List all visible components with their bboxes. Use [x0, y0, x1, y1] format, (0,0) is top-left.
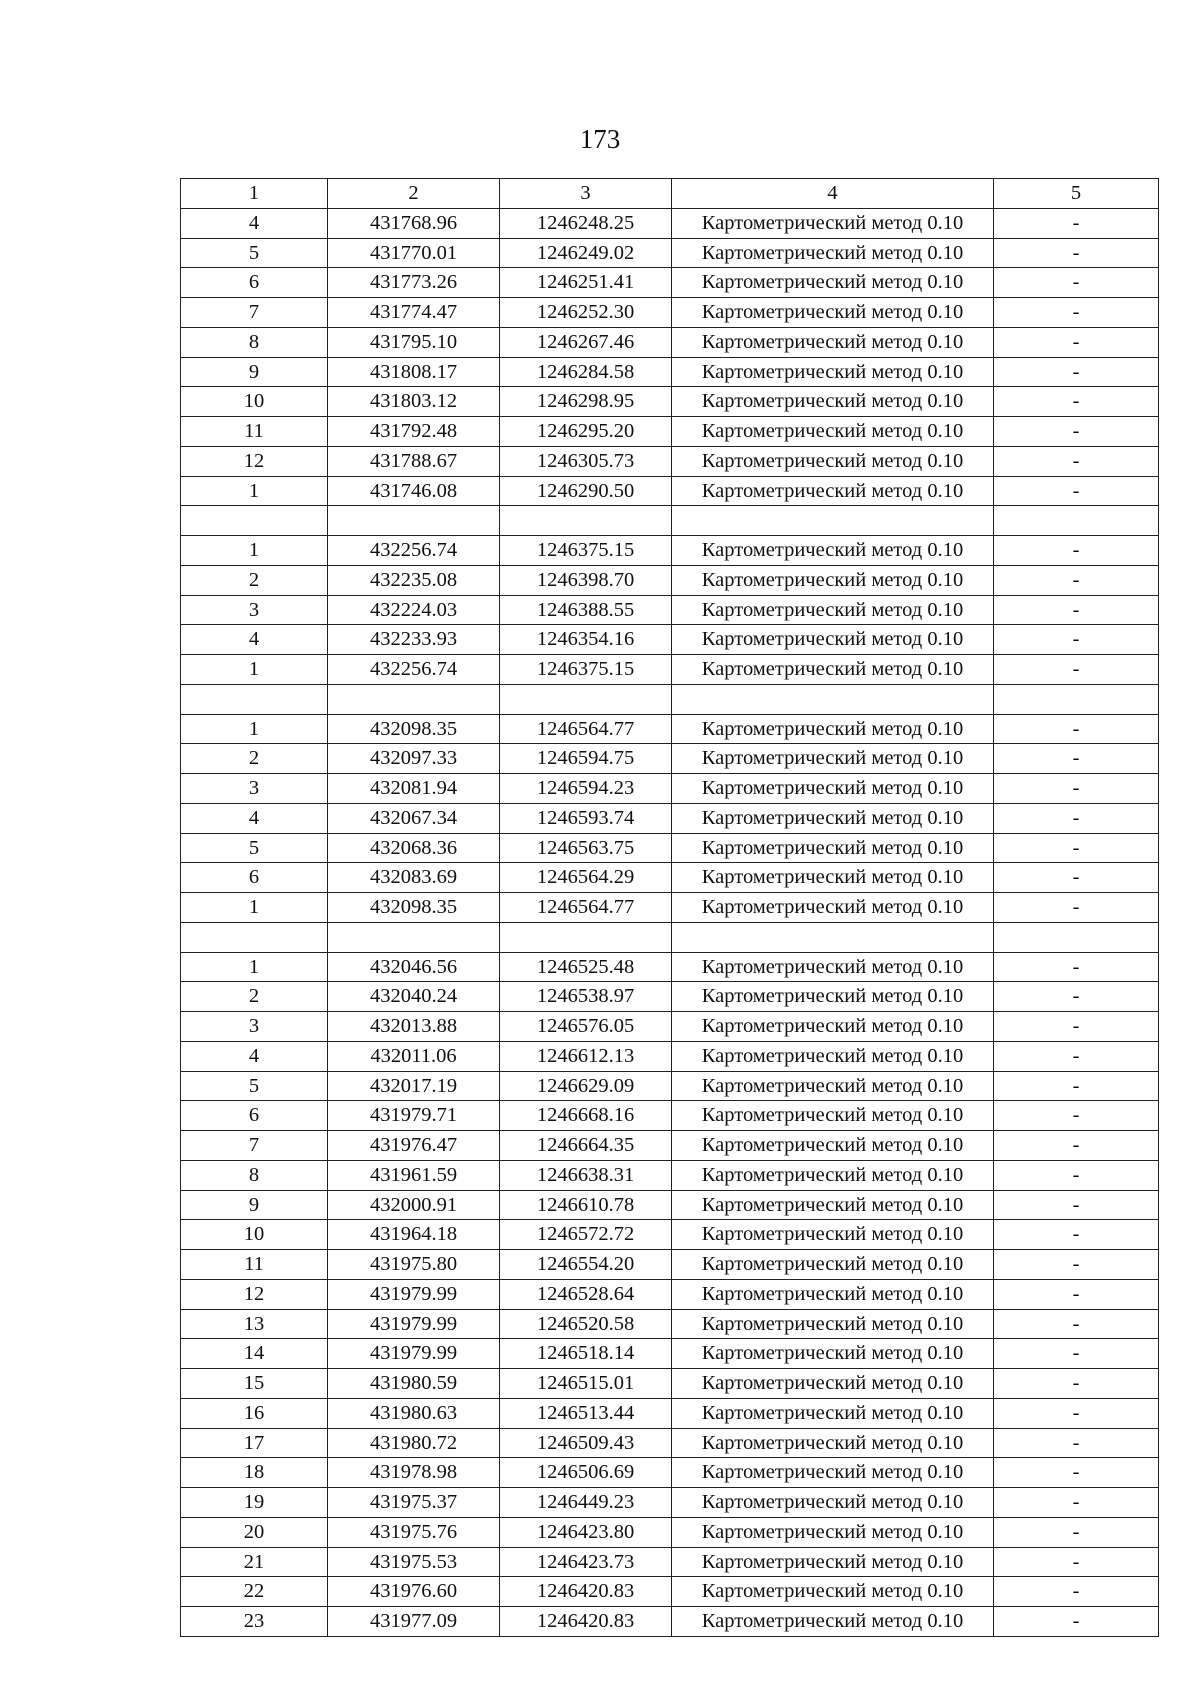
- y-coordinate-cell: 1246593.74: [500, 803, 672, 833]
- y-coordinate-cell: 1246267.46: [500, 327, 672, 357]
- point-number-cell: 1: [181, 893, 328, 923]
- point-number-cell: 10: [181, 1220, 328, 1250]
- y-coordinate-cell: 1246375.15: [500, 536, 672, 566]
- table-row: [181, 1309, 1159, 1339]
- point-number-cell: 21: [181, 1547, 328, 1577]
- note-cell: -: [994, 1309, 1159, 1339]
- method-cell: Картометрический метод 0.10: [672, 1012, 994, 1042]
- method-cell: Картометрический метод 0.10: [672, 1220, 994, 1250]
- note-cell: -: [994, 1101, 1159, 1131]
- method-cell: Картометрический метод 0.10: [672, 1339, 994, 1369]
- table-row: [181, 1012, 1159, 1042]
- note-cell: -: [994, 1131, 1159, 1161]
- x-coordinate-cell: 432256.74: [328, 536, 500, 566]
- point-number-cell: 13: [181, 1309, 328, 1339]
- y-coordinate-cell: 1246284.58: [500, 357, 672, 387]
- y-coordinate-cell: 1246664.35: [500, 1131, 672, 1161]
- x-coordinate-cell: 432081.94: [328, 774, 500, 804]
- point-number-cell: 7: [181, 298, 328, 328]
- method-cell: Картометрический метод 0.10: [672, 536, 994, 566]
- point-number-cell: 3: [181, 1012, 328, 1042]
- x-coordinate-cell: 432017.19: [328, 1071, 500, 1101]
- table-row: [181, 1101, 1159, 1131]
- point-number-cell: 1: [181, 952, 328, 982]
- note-cell: -: [994, 238, 1159, 268]
- x-coordinate-cell: 431979.99: [328, 1279, 500, 1309]
- x-coordinate-cell: 432000.91: [328, 1190, 500, 1220]
- method-cell: Картометрический метод 0.10: [672, 1160, 994, 1190]
- method-cell: Картометрический метод 0.10: [672, 1101, 994, 1131]
- point-number-cell: 5: [181, 1071, 328, 1101]
- point-number-cell: [181, 922, 328, 952]
- x-coordinate-cell: 431746.08: [328, 476, 500, 506]
- point-number-cell: 4: [181, 803, 328, 833]
- x-coordinate-cell: 431980.59: [328, 1369, 500, 1399]
- note-cell: -: [994, 714, 1159, 744]
- note-cell: -: [994, 1458, 1159, 1488]
- method-cell: [672, 922, 994, 952]
- point-number-cell: 15: [181, 1369, 328, 1399]
- page-number: 173: [579, 124, 621, 154]
- method-cell: Картометрический метод 0.10: [672, 446, 994, 476]
- point-number-cell: 7: [181, 1131, 328, 1161]
- x-coordinate-cell: 432098.35: [328, 714, 500, 744]
- table-separator-row: [181, 506, 1159, 536]
- method-cell: Картометрический метод 0.10: [672, 655, 994, 685]
- table-row: [181, 1220, 1159, 1250]
- y-coordinate-cell: 1246295.20: [500, 417, 672, 447]
- note-cell: -: [994, 1517, 1159, 1547]
- point-number-cell: 6: [181, 863, 328, 893]
- point-number-cell: 3: [181, 774, 328, 804]
- x-coordinate-cell: 431980.72: [328, 1428, 500, 1458]
- y-coordinate-cell: 1246249.02: [500, 238, 672, 268]
- table-row: [181, 863, 1159, 893]
- table-separator-row: [181, 922, 1159, 952]
- table-header-row: [181, 179, 1159, 209]
- table-row: [181, 357, 1159, 387]
- table-row: [181, 595, 1159, 625]
- point-number-cell: 22: [181, 1577, 328, 1607]
- note-cell: -: [994, 893, 1159, 923]
- method-cell: Картометрический метод 0.10: [672, 893, 994, 923]
- y-coordinate-cell: 1246610.78: [500, 1190, 672, 1220]
- method-cell: Картометрический метод 0.10: [672, 268, 994, 298]
- table-row: [181, 387, 1159, 417]
- table-row: [181, 327, 1159, 357]
- point-number-cell: 18: [181, 1458, 328, 1488]
- y-coordinate-cell: 1246354.16: [500, 625, 672, 655]
- y-coordinate-cell: 1246594.75: [500, 744, 672, 774]
- y-coordinate-cell: 1246305.73: [500, 446, 672, 476]
- y-coordinate-cell: 1246388.55: [500, 595, 672, 625]
- y-coordinate-cell: 1246248.25: [500, 208, 672, 238]
- point-number-cell: 4: [181, 625, 328, 655]
- coordinates-table: [180, 178, 1159, 1637]
- x-coordinate-cell: 431979.71: [328, 1101, 500, 1131]
- table-row: [181, 446, 1159, 476]
- point-number-cell: 9: [181, 1190, 328, 1220]
- x-coordinate-cell: 431977.09: [328, 1607, 500, 1637]
- table-row: [181, 1071, 1159, 1101]
- column-header-2: 2: [328, 179, 500, 209]
- column-header-4: 4: [672, 179, 994, 209]
- x-coordinate-cell: 431773.26: [328, 268, 500, 298]
- note-cell: -: [994, 268, 1159, 298]
- table-row: [181, 655, 1159, 685]
- method-cell: Картометрический метод 0.10: [672, 387, 994, 417]
- x-coordinate-cell: 431980.63: [328, 1398, 500, 1428]
- y-coordinate-cell: 1246572.72: [500, 1220, 672, 1250]
- y-coordinate-cell: 1246564.77: [500, 893, 672, 923]
- note-cell: -: [994, 595, 1159, 625]
- column-header-3: 3: [500, 179, 672, 209]
- point-number-cell: 4: [181, 208, 328, 238]
- x-coordinate-cell: 432256.74: [328, 655, 500, 685]
- table-row: [181, 1517, 1159, 1547]
- y-coordinate-cell: 1246513.44: [500, 1398, 672, 1428]
- table-row: [181, 833, 1159, 863]
- method-cell: Картометрический метод 0.10: [672, 1577, 994, 1607]
- table-row: [181, 893, 1159, 923]
- method-cell: Картометрический метод 0.10: [672, 298, 994, 328]
- method-cell: [672, 506, 994, 536]
- table-row: [181, 1458, 1159, 1488]
- x-coordinate-cell: 432097.33: [328, 744, 500, 774]
- point-number-cell: 12: [181, 1279, 328, 1309]
- y-coordinate-cell: 1246554.20: [500, 1250, 672, 1280]
- y-coordinate-cell: 1246564.77: [500, 714, 672, 744]
- method-cell: Картометрический метод 0.10: [672, 952, 994, 982]
- point-number-cell: 10: [181, 387, 328, 417]
- note-cell: -: [994, 1041, 1159, 1071]
- table-row: [181, 417, 1159, 447]
- note-cell: -: [994, 446, 1159, 476]
- y-coordinate-cell: 1246564.29: [500, 863, 672, 893]
- method-cell: Картометрический метод 0.10: [672, 714, 994, 744]
- method-cell: Картометрический метод 0.10: [672, 357, 994, 387]
- note-cell: -: [994, 1577, 1159, 1607]
- note-cell: -: [994, 863, 1159, 893]
- method-cell: Картометрический метод 0.10: [672, 327, 994, 357]
- method-cell: Картометрический метод 0.10: [672, 1071, 994, 1101]
- point-number-cell: 19: [181, 1488, 328, 1518]
- table-body: [181, 208, 1159, 1636]
- method-cell: Картометрический метод 0.10: [672, 1279, 994, 1309]
- point-number-cell: 5: [181, 833, 328, 863]
- note-cell: -: [994, 982, 1159, 1012]
- table-row: [181, 238, 1159, 268]
- point-number-cell: 1: [181, 536, 328, 566]
- point-number-cell: 2: [181, 982, 328, 1012]
- note-cell: -: [994, 1190, 1159, 1220]
- note-cell: -: [994, 1071, 1159, 1101]
- table-row: [181, 1131, 1159, 1161]
- y-coordinate-cell: 1246520.58: [500, 1309, 672, 1339]
- method-cell: Картометрический метод 0.10: [672, 863, 994, 893]
- y-coordinate-cell: 1246449.23: [500, 1488, 672, 1518]
- x-coordinate-cell: [328, 684, 500, 714]
- note-cell: -: [994, 1250, 1159, 1280]
- method-cell: Картометрический метод 0.10: [672, 417, 994, 447]
- y-coordinate-cell: 1246375.15: [500, 655, 672, 685]
- note-cell: -: [994, 655, 1159, 685]
- note-cell: -: [994, 476, 1159, 506]
- method-cell: Картометрический метод 0.10: [672, 208, 994, 238]
- y-coordinate-cell: 1246638.31: [500, 1160, 672, 1190]
- y-coordinate-cell: 1246668.16: [500, 1101, 672, 1131]
- x-coordinate-cell: 432040.24: [328, 982, 500, 1012]
- point-number-cell: 6: [181, 1101, 328, 1131]
- x-coordinate-cell: [328, 922, 500, 952]
- method-cell: Картометрический метод 0.10: [672, 1131, 994, 1161]
- point-number-cell: 1: [181, 655, 328, 685]
- x-coordinate-cell: 431803.12: [328, 387, 500, 417]
- point-number-cell: 17: [181, 1428, 328, 1458]
- table-row: [181, 744, 1159, 774]
- point-number-cell: 11: [181, 1250, 328, 1280]
- note-cell: -: [994, 1398, 1159, 1428]
- note-cell: -: [994, 387, 1159, 417]
- table-row: [181, 268, 1159, 298]
- x-coordinate-cell: 431768.96: [328, 208, 500, 238]
- note-cell: -: [994, 536, 1159, 566]
- table-row: [181, 1369, 1159, 1399]
- x-coordinate-cell: 432067.34: [328, 803, 500, 833]
- y-coordinate-cell: 1246509.43: [500, 1428, 672, 1458]
- note-cell: -: [994, 1220, 1159, 1250]
- y-coordinate-cell: [500, 684, 672, 714]
- x-coordinate-cell: 431961.59: [328, 1160, 500, 1190]
- table-separator-row: [181, 684, 1159, 714]
- x-coordinate-cell: 432224.03: [328, 595, 500, 625]
- note-cell: -: [994, 1012, 1159, 1042]
- table-row: [181, 952, 1159, 982]
- y-coordinate-cell: 1246518.14: [500, 1339, 672, 1369]
- y-coordinate-cell: 1246576.05: [500, 1012, 672, 1042]
- x-coordinate-cell: 432235.08: [328, 565, 500, 595]
- y-coordinate-cell: 1246298.95: [500, 387, 672, 417]
- table-row: [181, 1190, 1159, 1220]
- column-header-5: 5: [994, 179, 1159, 209]
- table-row: [181, 476, 1159, 506]
- method-cell: Картометрический метод 0.10: [672, 238, 994, 268]
- table-row: [181, 1339, 1159, 1369]
- point-number-cell: 2: [181, 565, 328, 595]
- method-cell: Картометрический метод 0.10: [672, 565, 994, 595]
- note-cell: -: [994, 803, 1159, 833]
- point-number-cell: [181, 684, 328, 714]
- x-coordinate-cell: 431978.98: [328, 1458, 500, 1488]
- x-coordinate-cell: 432068.36: [328, 833, 500, 863]
- method-cell: Картометрический метод 0.10: [672, 1488, 994, 1518]
- x-coordinate-cell: 431964.18: [328, 1220, 500, 1250]
- table-row: [181, 1577, 1159, 1607]
- table-row: [181, 298, 1159, 328]
- table-row: [181, 1398, 1159, 1428]
- table-row: [181, 625, 1159, 655]
- note-cell: -: [994, 298, 1159, 328]
- y-coordinate-cell: 1246398.70: [500, 565, 672, 595]
- point-number-cell: 3: [181, 595, 328, 625]
- method-cell: Картометрический метод 0.10: [672, 1607, 994, 1637]
- method-cell: Картометрический метод 0.10: [672, 1428, 994, 1458]
- note-cell: -: [994, 625, 1159, 655]
- method-cell: Картометрический метод 0.10: [672, 1517, 994, 1547]
- y-coordinate-cell: 1246538.97: [500, 982, 672, 1012]
- x-coordinate-cell: 431979.99: [328, 1339, 500, 1369]
- method-cell: Картометрический метод 0.10: [672, 625, 994, 655]
- point-number-cell: 2: [181, 744, 328, 774]
- note-cell: -: [994, 357, 1159, 387]
- note-cell: -: [994, 327, 1159, 357]
- y-coordinate-cell: 1246515.01: [500, 1369, 672, 1399]
- method-cell: Картометрический метод 0.10: [672, 744, 994, 774]
- table-row: [181, 774, 1159, 804]
- note-cell: [994, 922, 1159, 952]
- x-coordinate-cell: 431774.47: [328, 298, 500, 328]
- y-coordinate-cell: 1246594.23: [500, 774, 672, 804]
- note-cell: -: [994, 1488, 1159, 1518]
- method-cell: Картометрический метод 0.10: [672, 1190, 994, 1220]
- x-coordinate-cell: 431975.53: [328, 1547, 500, 1577]
- x-coordinate-cell: 431795.10: [328, 327, 500, 357]
- method-cell: Картометрический метод 0.10: [672, 1547, 994, 1577]
- x-coordinate-cell: 431975.80: [328, 1250, 500, 1280]
- method-cell: Картометрический метод 0.10: [672, 595, 994, 625]
- note-cell: -: [994, 1369, 1159, 1399]
- x-coordinate-cell: 431808.17: [328, 357, 500, 387]
- method-cell: Картометрический метод 0.10: [672, 1369, 994, 1399]
- method-cell: Картометрический метод 0.10: [672, 1398, 994, 1428]
- method-cell: Картометрический метод 0.10: [672, 1041, 994, 1071]
- point-number-cell: 1: [181, 476, 328, 506]
- method-cell: [672, 684, 994, 714]
- table-row: [181, 536, 1159, 566]
- point-number-cell: 20: [181, 1517, 328, 1547]
- x-coordinate-cell: 431792.48: [328, 417, 500, 447]
- point-number-cell: 5: [181, 238, 328, 268]
- note-cell: -: [994, 744, 1159, 774]
- y-coordinate-cell: 1246528.64: [500, 1279, 672, 1309]
- y-coordinate-cell: 1246525.48: [500, 952, 672, 982]
- x-coordinate-cell: 431976.60: [328, 1577, 500, 1607]
- point-number-cell: 12: [181, 446, 328, 476]
- table-row: [181, 565, 1159, 595]
- table-row: [181, 1041, 1159, 1071]
- note-cell: -: [994, 1279, 1159, 1309]
- method-cell: Картометрический метод 0.10: [672, 982, 994, 1012]
- note-cell: -: [994, 833, 1159, 863]
- table-row: [181, 1250, 1159, 1280]
- method-cell: Картометрический метод 0.10: [672, 1309, 994, 1339]
- point-number-cell: 8: [181, 1160, 328, 1190]
- y-coordinate-cell: 1246629.09: [500, 1071, 672, 1101]
- note-cell: -: [994, 565, 1159, 595]
- table-row: [181, 1279, 1159, 1309]
- note-cell: -: [994, 1339, 1159, 1369]
- table-row: [181, 1488, 1159, 1518]
- y-coordinate-cell: 1246290.50: [500, 476, 672, 506]
- column-header-1: 1: [181, 179, 328, 209]
- y-coordinate-cell: [500, 506, 672, 536]
- note-cell: -: [994, 208, 1159, 238]
- note-cell: [994, 506, 1159, 536]
- table-row: [181, 208, 1159, 238]
- method-cell: Картометрический метод 0.10: [672, 1458, 994, 1488]
- x-coordinate-cell: 432013.88: [328, 1012, 500, 1042]
- point-number-cell: 11: [181, 417, 328, 447]
- note-cell: -: [994, 417, 1159, 447]
- note-cell: -: [994, 1428, 1159, 1458]
- point-number-cell: 8: [181, 327, 328, 357]
- x-coordinate-cell: 432233.93: [328, 625, 500, 655]
- x-coordinate-cell: 432046.56: [328, 952, 500, 982]
- point-number-cell: 1: [181, 714, 328, 744]
- x-coordinate-cell: 431975.76: [328, 1517, 500, 1547]
- x-coordinate-cell: 432011.06: [328, 1041, 500, 1071]
- point-number-cell: 16: [181, 1398, 328, 1428]
- table-row: [181, 1547, 1159, 1577]
- y-coordinate-cell: 1246612.13: [500, 1041, 672, 1071]
- y-coordinate-cell: 1246252.30: [500, 298, 672, 328]
- x-coordinate-cell: 431979.99: [328, 1309, 500, 1339]
- point-number-cell: 9: [181, 357, 328, 387]
- table-row: [181, 1160, 1159, 1190]
- table-row: [181, 803, 1159, 833]
- note-cell: -: [994, 1607, 1159, 1637]
- x-coordinate-cell: 431975.37: [328, 1488, 500, 1518]
- y-coordinate-cell: 1246423.73: [500, 1547, 672, 1577]
- note-cell: -: [994, 952, 1159, 982]
- method-cell: Картометрический метод 0.10: [672, 833, 994, 863]
- note-cell: [994, 684, 1159, 714]
- y-coordinate-cell: 1246420.83: [500, 1577, 672, 1607]
- point-number-cell: 14: [181, 1339, 328, 1369]
- x-coordinate-cell: 432098.35: [328, 893, 500, 923]
- table-row: [181, 1607, 1159, 1637]
- method-cell: Картометрический метод 0.10: [672, 476, 994, 506]
- table-row: [181, 982, 1159, 1012]
- point-number-cell: 23: [181, 1607, 328, 1637]
- method-cell: Картометрический метод 0.10: [672, 774, 994, 804]
- x-coordinate-cell: 431788.67: [328, 446, 500, 476]
- point-number-cell: 6: [181, 268, 328, 298]
- y-coordinate-cell: [500, 922, 672, 952]
- table-row: [181, 1428, 1159, 1458]
- x-coordinate-cell: 431770.01: [328, 238, 500, 268]
- x-coordinate-cell: 431976.47: [328, 1131, 500, 1161]
- y-coordinate-cell: 1246251.41: [500, 268, 672, 298]
- note-cell: -: [994, 1547, 1159, 1577]
- y-coordinate-cell: 1246563.75: [500, 833, 672, 863]
- y-coordinate-cell: 1246420.83: [500, 1607, 672, 1637]
- method-cell: Картометрический метод 0.10: [672, 803, 994, 833]
- note-cell: -: [994, 1160, 1159, 1190]
- table-row: [181, 714, 1159, 744]
- y-coordinate-cell: 1246506.69: [500, 1458, 672, 1488]
- note-cell: -: [994, 774, 1159, 804]
- point-number-cell: 4: [181, 1041, 328, 1071]
- y-coordinate-cell: 1246423.80: [500, 1517, 672, 1547]
- x-coordinate-cell: [328, 506, 500, 536]
- point-number-cell: [181, 506, 328, 536]
- method-cell: Картометрический метод 0.10: [672, 1250, 994, 1280]
- x-coordinate-cell: 432083.69: [328, 863, 500, 893]
